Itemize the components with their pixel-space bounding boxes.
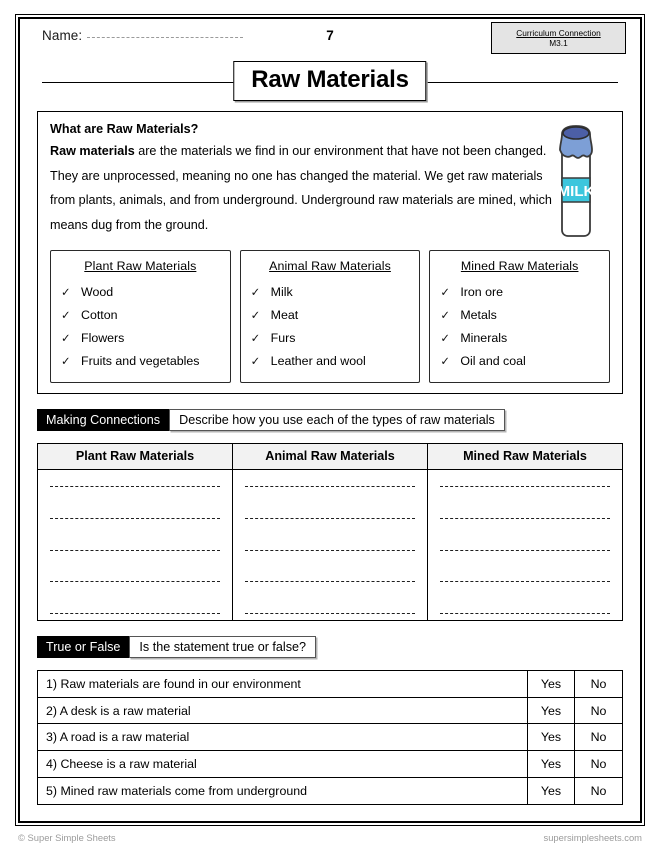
list-item (57, 326, 224, 349)
list-item (247, 303, 414, 326)
category-boxes (50, 250, 610, 383)
category-box-animal (240, 250, 421, 383)
list-item (436, 349, 603, 372)
answer-yes[interactable]: Yes (528, 671, 575, 697)
write-line[interactable] (245, 518, 415, 519)
worksheet-header (30, 19, 630, 61)
category-box-plant (50, 250, 231, 383)
section-instruction: Describe how you use each of the types of raw materials (169, 409, 505, 431)
answer-no[interactable]: No (590, 756, 607, 771)
page-title: Raw Materials (233, 61, 426, 101)
write-line[interactable] (440, 550, 610, 551)
write-line[interactable] (245, 613, 415, 614)
list-item-label: Flowers (81, 330, 125, 345)
curriculum-connection-badge (491, 22, 626, 54)
check-icon: ✓ (61, 355, 71, 368)
check-icon: ✓ (250, 332, 261, 345)
answer-yes[interactable]: Yes (528, 751, 575, 777)
write-line[interactable] (440, 581, 610, 582)
list-item-label: Furs (270, 330, 296, 345)
category-list (436, 280, 603, 372)
list-item (247, 349, 414, 372)
write-line[interactable] (440, 518, 610, 519)
check-icon: ✓ (250, 309, 261, 322)
column-header: Animal Raw Materials (233, 444, 427, 470)
list-item-label: Milk (270, 284, 293, 299)
write-line[interactable] (50, 613, 220, 614)
info-paragraph (50, 139, 558, 237)
write-line[interactable] (245, 550, 415, 551)
list-item-label: Meat (270, 307, 299, 322)
info-term: Raw materials (50, 144, 135, 158)
list-item-label: Oil and coal (460, 353, 526, 368)
answer-area[interactable] (428, 470, 622, 620)
category-title: Animal Raw Materials (269, 259, 391, 274)
section-label: True or False (37, 636, 129, 658)
list-item (247, 326, 414, 349)
answer-area[interactable] (38, 470, 232, 620)
question-text: 3) A road is a raw material (38, 724, 528, 750)
table-row (38, 751, 622, 778)
list-item (57, 280, 224, 303)
question-text: 1) Raw materials are found in our environment (38, 671, 528, 697)
section-instruction: Is the statement true or false? (129, 636, 316, 658)
write-line[interactable] (440, 613, 610, 614)
check-icon: ✓ (440, 309, 450, 322)
write-line[interactable] (50, 550, 220, 551)
check-icon: ✓ (440, 355, 450, 368)
category-list (247, 280, 414, 372)
write-line[interactable] (440, 486, 610, 487)
list-item-label: Fruits and vegetables (81, 353, 200, 368)
category-list (57, 280, 224, 372)
list-item-label: Minerals (460, 330, 508, 345)
curriculum-connection-code: M3.1 (549, 38, 568, 48)
answer-area[interactable] (233, 470, 427, 620)
column-header: Plant Raw Materials (38, 444, 232, 470)
milk-bottle-icon (540, 120, 612, 240)
title-row (30, 61, 630, 101)
info-panel (37, 111, 623, 394)
list-item-label: Wood (81, 284, 114, 299)
list-item (436, 303, 603, 326)
worksheet-page (18, 17, 642, 823)
category-box-mined (429, 250, 610, 383)
write-line[interactable] (50, 486, 220, 487)
check-icon: ✓ (440, 332, 450, 345)
answer-no[interactable]: No (590, 676, 607, 691)
check-icon: ✓ (250, 355, 261, 368)
write-line[interactable] (50, 581, 220, 582)
name-label: Name: (42, 28, 83, 43)
list-item (57, 303, 224, 326)
page-number: 7 (326, 28, 334, 43)
category-title: Plant Raw Materials (84, 259, 197, 274)
connections-table (37, 443, 623, 621)
curriculum-connection-label: Curriculum Connection (516, 27, 601, 38)
connections-column-plant (38, 444, 233, 620)
check-icon: ✓ (61, 309, 71, 322)
table-row (38, 778, 622, 805)
answer-yes[interactable]: Yes (528, 778, 575, 805)
question-text: 2) A desk is a raw material (38, 698, 528, 724)
answer-yes[interactable]: Yes (528, 698, 575, 724)
list-item (436, 280, 603, 303)
info-body: are the materials we find in our environment that have not been changed. They are unprocessed, meaning no one has changed the material. We get raw materials from plants, animals, and from underground. Underground raw materials are mined, which means dug from the ground. (50, 144, 552, 232)
question-text: 5) Mined raw materials come from underground (38, 778, 528, 805)
info-heading: What are Raw Materials? (50, 122, 199, 136)
list-item-label: Cotton (81, 307, 118, 322)
list-item-label: Iron ore (460, 284, 504, 299)
question-text: 4) Cheese is a raw material (38, 751, 528, 777)
making-connections-banner (37, 409, 623, 431)
website-url: supersimplesheets.com (543, 832, 642, 843)
answer-no[interactable]: No (590, 730, 607, 745)
table-row (38, 724, 622, 751)
list-item-label: Metals (460, 307, 497, 322)
connections-column-mined (428, 444, 622, 620)
answer-no[interactable]: No (590, 783, 607, 798)
answer-no[interactable]: No (590, 703, 607, 718)
write-line[interactable] (50, 518, 220, 519)
check-icon: ✓ (440, 286, 450, 299)
connections-column-animal (233, 444, 428, 620)
true-false-banner (37, 636, 623, 658)
page-footer (18, 832, 642, 843)
write-line[interactable] (245, 581, 415, 582)
section-label: Making Connections (37, 409, 169, 431)
check-icon: ✓ (61, 332, 71, 345)
answer-yes[interactable]: Yes (528, 724, 575, 750)
check-icon: ✓ (61, 286, 71, 299)
category-title: Mined Raw Materials (460, 259, 579, 274)
list-item (57, 349, 224, 372)
list-item (436, 326, 603, 349)
milk-label: MILK (557, 183, 595, 200)
write-line[interactable] (245, 486, 415, 487)
true-false-table (37, 670, 623, 805)
list-item (247, 280, 414, 303)
table-row (38, 698, 622, 725)
check-icon: ✓ (250, 286, 261, 299)
table-row (38, 671, 622, 698)
copyright-text: © Super Simple Sheets (18, 832, 116, 843)
column-header: Mined Raw Materials (428, 444, 622, 470)
list-item-label: Leather and wool (270, 353, 366, 368)
